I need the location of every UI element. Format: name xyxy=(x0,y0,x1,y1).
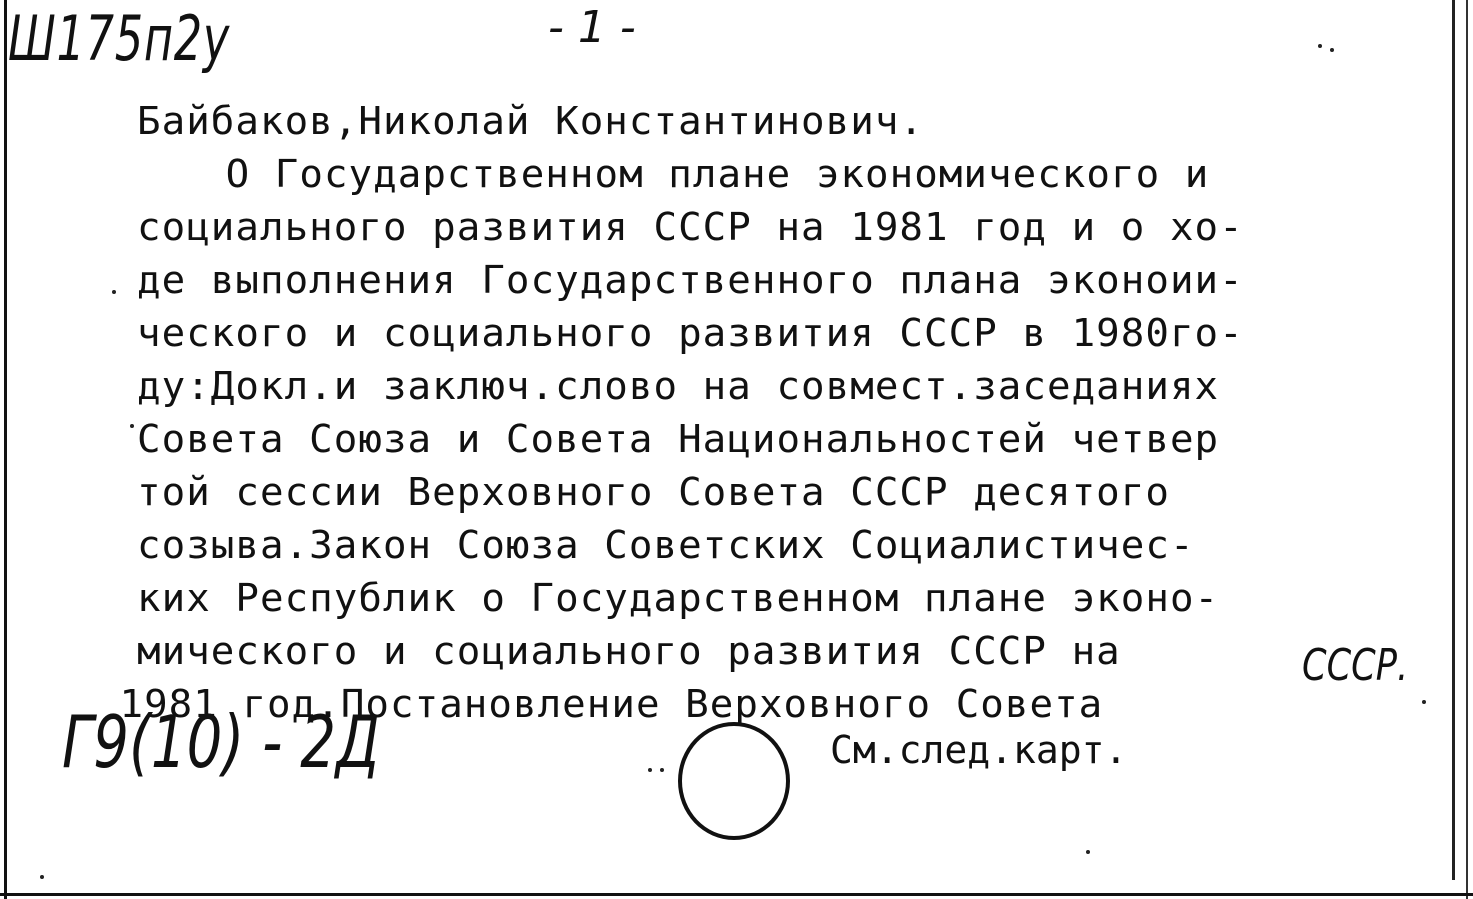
card-text xyxy=(119,95,1244,731)
speck xyxy=(1422,700,1426,704)
card-line: мического и социального развития СССР на xyxy=(137,629,1121,673)
card-right-border xyxy=(1452,0,1455,880)
speck xyxy=(112,290,116,294)
card-line-author: Байбаков,Николай Константинович. xyxy=(137,99,925,143)
catalog-code: Ш175п2у xyxy=(8,2,230,75)
card-line: О Государственном плане экономического и xyxy=(225,152,1210,196)
card-line: 1981 год.Постановление Верховного Совета xyxy=(119,682,1128,726)
card-right-edge xyxy=(1466,0,1468,899)
card-line: созыва.Закон Союза Советских Социалистичес- xyxy=(137,523,1195,567)
see-next-card: См.след.карт. xyxy=(830,728,1128,772)
punch-hole xyxy=(678,722,790,840)
speck xyxy=(1318,44,1322,48)
speck xyxy=(1086,850,1090,854)
shelf-mark: Г9(10) - 2Д xyxy=(62,700,380,784)
speck xyxy=(660,768,664,772)
card-line: Совета Союза и Совета Национальностей четвер xyxy=(137,417,1220,461)
speck xyxy=(648,768,652,772)
card-line: де выполнения Государственного плана эконоии- xyxy=(137,258,1244,302)
speck xyxy=(130,424,134,428)
page-marker: - 1 - xyxy=(548,2,636,53)
card-bottom-border xyxy=(0,893,1473,896)
card-line: той сессии Верховного Совета СССР десятого xyxy=(137,470,1170,514)
card-line: ческого и социального развития СССР в 1980го- xyxy=(137,311,1244,355)
card-line: ких Республик о Государственном плане эконо- xyxy=(137,576,1220,620)
card-line: ду:Докл.и заключ.слово на совмест.заседаниях xyxy=(137,364,1220,408)
speck xyxy=(40,875,44,879)
card-line: социального развития СССР на 1981 год и о хо- xyxy=(137,205,1244,249)
speck xyxy=(1330,48,1334,52)
handwritten-suffix: СССР. xyxy=(1302,640,1409,691)
card-left-border xyxy=(4,0,7,899)
